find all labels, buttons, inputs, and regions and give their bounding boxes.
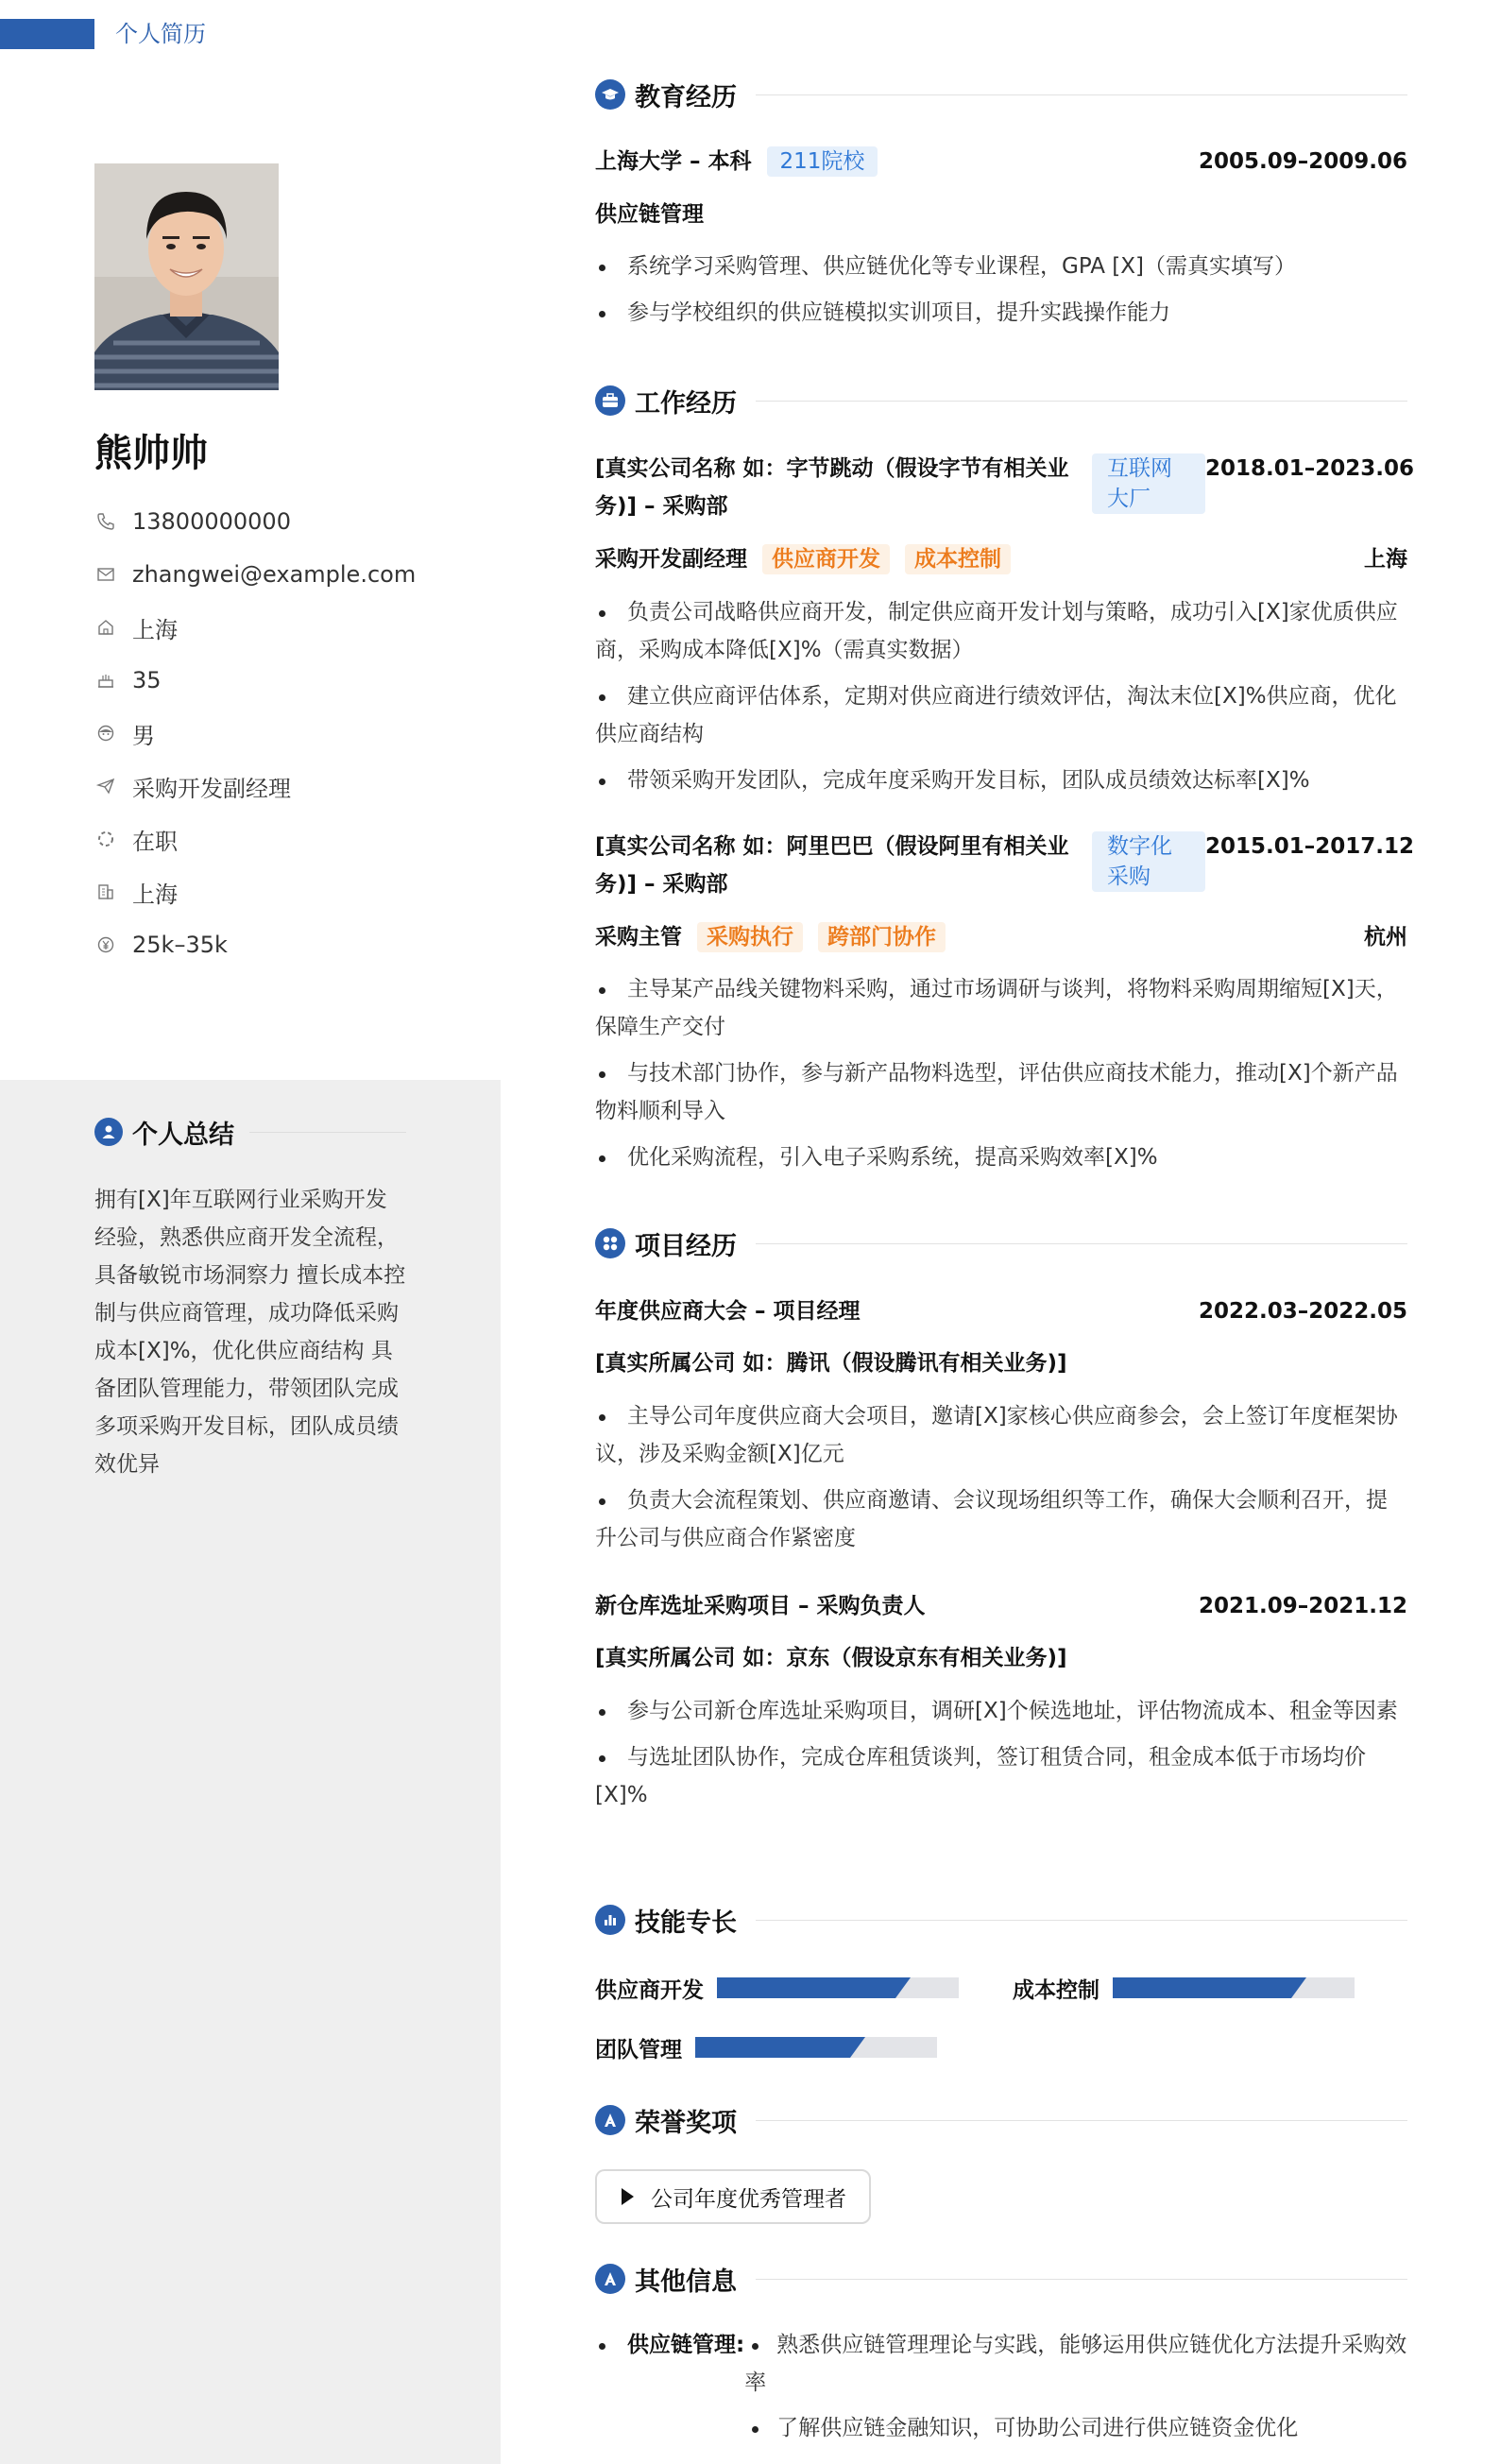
- list-item: 主导某产品线关键物料采购，通过市场调研与谈判，将物料采购周期缩短[X]天，保障生产交付: [595, 970, 1407, 1046]
- awards-section-header: [595, 2101, 1407, 2139]
- education-date: 2005.09–2009.06: [1198, 149, 1407, 174]
- education-bullets: [595, 248, 1407, 332]
- section-title: 教育经历: [635, 82, 737, 112]
- section-title: 荣誉奖项: [635, 2108, 737, 2138]
- school-name: 上海大学 – 本科: [595, 149, 752, 174]
- job-position: 采购主管: [595, 925, 682, 950]
- section-title: 项目经历: [635, 1231, 737, 1261]
- home-icon: [94, 616, 117, 639]
- section-title: 个人总结: [132, 1120, 234, 1150]
- job-bullets: [595, 593, 1407, 799]
- education-section-header: [595, 76, 1407, 113]
- gender-icon: [94, 722, 117, 744]
- sidebar: [0, 0, 501, 2464]
- project-company-row: [595, 1344, 1407, 1382]
- info-home: [94, 601, 416, 654]
- divider: [756, 1920, 1407, 1921]
- mail-icon: [94, 563, 117, 586]
- work-section-header: [595, 382, 1407, 419]
- play-icon: [622, 2188, 634, 2205]
- skill-item: [595, 1969, 959, 2007]
- other-info-list: [595, 2326, 1407, 2447]
- info-text: 采购开发副经理: [132, 775, 291, 802]
- project-company: [真实所属公司 如：京东（假设京东有相关业务)]: [595, 1646, 1067, 1670]
- job-bullets: [595, 970, 1407, 1176]
- list-item: 带领采购开发团队，完成年度采购开发目标，团队成员绩效达标率[X]%: [595, 761, 1407, 799]
- education-row: [595, 143, 1407, 180]
- job-company-tag: 数字化采购: [1092, 831, 1205, 892]
- other-section-header: [595, 2260, 1407, 2298]
- brand-bar: [0, 19, 94, 49]
- skill-bar-fill: [695, 2037, 850, 2058]
- summary-text: 拥有[X]年互联网行业采购开发经验，熟悉供应商开发全流程，具备敏锐市场洞察力 擅长成本控制与供应商管理，成功降低采购成本[X]%，优化供应商结构 具备团队管理能力，带领团队完成多项采购开发目标，团队成员绩效优异: [94, 1188, 406, 1477]
- list-item: 主导公司年度供应商大会项目，邀请[X]家核心供应商参会，会上签订年度框架协议，涉及采购金额[X]亿元: [595, 1397, 1407, 1473]
- info-text: 上海: [132, 616, 178, 643]
- award-item: [595, 2169, 871, 2224]
- skill-name: 团队管理: [595, 2037, 682, 2062]
- divider: [756, 401, 1407, 402]
- bar-chart-icon: [595, 1905, 625, 1935]
- status-icon: [94, 828, 117, 850]
- divider: [756, 2120, 1407, 2121]
- divider: [756, 94, 1407, 95]
- job-company: [真实公司名称 如：阿里巴巴（假设阿里有相关业务)] – 采购部: [595, 834, 1069, 897]
- list-item: 熟悉供应链管理理论与实践，能够运用供应链优化方法提升采购效率: [744, 2326, 1407, 2402]
- list-item: 了解供应链金融知识，可协助公司进行供应链资金优化: [744, 2409, 1407, 2447]
- contact-info-list: [94, 495, 416, 971]
- award-text: 公司年度优秀管理者: [651, 2186, 846, 2212]
- skill-tag: 供应商开发: [762, 544, 890, 574]
- info-email: [94, 548, 416, 601]
- divider: [756, 2279, 1407, 2280]
- job-company: [真实公司名称 如：字节跳动（假设字节有相关业务)] – 采购部: [595, 456, 1069, 519]
- info-text: zhangwei@example.com: [132, 561, 417, 588]
- skill-bar-track: [1113, 1977, 1355, 1998]
- award-icon: [595, 2105, 625, 2135]
- info-position: [94, 760, 416, 813]
- graduation-cap-icon: [595, 79, 625, 110]
- skill-bar-fill: [1113, 1977, 1291, 1998]
- skill-bar-track: [695, 2037, 937, 2058]
- info-status: [94, 813, 416, 865]
- cake-icon: [94, 669, 117, 692]
- info-icon: [595, 2264, 625, 2294]
- skill-tag: 成本控制: [905, 544, 1011, 574]
- skill-name: 供应商开发: [595, 1977, 704, 2003]
- major: 供应链管理: [595, 202, 704, 227]
- project-company-row: [595, 1639, 1407, 1677]
- person-name: 熊帅帅: [94, 432, 208, 475]
- skill-name: 成本控制: [1013, 1977, 1099, 2003]
- avatar: [94, 163, 279, 390]
- other-sub-list: [744, 2326, 1407, 2447]
- summary-section-header: [94, 1113, 406, 1151]
- list-item: 与技术部门协作，参与新产品物料选型，评估供应商技术能力，推动[X]个新产品物料顺利导入: [595, 1054, 1407, 1130]
- info-age: [94, 654, 416, 707]
- project-date: 2021.09–2021.12: [1198, 1594, 1407, 1618]
- resume-header-label: 个人简历: [115, 21, 206, 47]
- school-tag: 211院校: [767, 146, 878, 177]
- building-icon: [94, 881, 117, 903]
- info-city: [94, 865, 416, 918]
- send-icon: [94, 775, 117, 797]
- grid-icon: [595, 1228, 625, 1258]
- salary-icon: [94, 933, 117, 956]
- info-text: 25k–35k: [132, 932, 228, 958]
- info-gender: [94, 707, 416, 760]
- divider: [756, 1243, 1407, 1244]
- skill-tag: 跨部门协作: [818, 922, 946, 952]
- info-text: 上海: [132, 881, 178, 908]
- project-header-row: [595, 1587, 1407, 1625]
- user-icon: [94, 1118, 123, 1146]
- education-major-row: [595, 196, 1407, 233]
- job-city: 杭州: [1364, 925, 1407, 950]
- briefcase-icon: [595, 385, 625, 416]
- other-label: 供应链管理:: [627, 2333, 745, 2357]
- info-phone: [94, 495, 416, 548]
- projects-section-header: [595, 1224, 1407, 1262]
- list-item: 参与公司新仓库选址采购项目，调研[X]个候选地址，评估物流成本、租金等因素: [595, 1692, 1407, 1730]
- list-item: 负责大会流程策划、供应商邀请、会议现场组织等工作，确保大会顺利召开，提升公司与供应商合作紧密度: [595, 1481, 1407, 1557]
- info-text: 男: [132, 722, 155, 749]
- job-header-row: [595, 450, 1415, 525]
- project-date: 2022.03–2022.05: [1198, 1299, 1407, 1324]
- skills-section-header: [595, 1901, 1407, 1939]
- project-company: [真实所属公司 如：腾讯（假设腾讯有相关业务)]: [595, 1351, 1067, 1376]
- list-item: 建立供应商评估体系，定期对供应商进行绩效评估，淘汰末位[X]%供应商，优化供应商结构: [595, 677, 1407, 753]
- skill-bar-track: [717, 1977, 959, 1998]
- list-item: 优化采购流程，引入电子采购系统，提高采购效率[X]%: [595, 1138, 1407, 1176]
- job-position-row: [595, 918, 1407, 956]
- job-date: 2015.01–2017.12: [1205, 834, 1415, 859]
- job-date: 2018.01–2023.06: [1205, 456, 1415, 481]
- project-bullets: [595, 1692, 1407, 1814]
- section-title: 工作经历: [635, 388, 737, 419]
- skill-item: [1013, 1969, 1355, 2007]
- skill-tag: 采购执行: [697, 922, 803, 952]
- section-title: 其他信息: [635, 2267, 737, 2297]
- list-item: 参与学校组织的供应链模拟实训项目，提升实践操作能力: [595, 294, 1407, 332]
- divider: [249, 1132, 406, 1133]
- skill-bar-fill: [717, 1977, 895, 1998]
- list-item: 与选址团队协作，完成仓库租赁谈判，签订租赁合同，租金成本低于市场均价[X]%: [595, 1738, 1407, 1814]
- info-text: 35: [132, 667, 162, 693]
- info-salary: [94, 918, 416, 971]
- project-name: 新仓库选址采购项目 – 采购负责人: [595, 1594, 926, 1618]
- job-position: 采购开发副经理: [595, 547, 747, 572]
- job-city: 上海: [1364, 547, 1407, 572]
- section-title: 技能专长: [635, 1908, 737, 1938]
- job-position-row: [595, 540, 1407, 578]
- info-text: 13800000000: [132, 508, 291, 535]
- job-header-row: [595, 828, 1415, 903]
- list-item: 系统学习采购管理、供应链优化等专业课程，GPA [X]（需真实填写）: [595, 248, 1407, 285]
- phone-icon: [94, 510, 117, 533]
- list-item: [595, 2326, 1407, 2447]
- project-bullets: [595, 1397, 1407, 1557]
- project-name: 年度供应商大会 – 项目经理: [595, 1299, 861, 1324]
- skill-item: [595, 2028, 937, 2066]
- info-text: 在职: [132, 828, 178, 855]
- job-company-tag: 互联网大厂: [1092, 453, 1205, 514]
- project-header-row: [595, 1292, 1407, 1330]
- list-item: 负责公司战略供应商开发，制定供应商开发计划与策略，成功引入[X]家优质供应商，采购成本降低[X]%（需真实数据）: [595, 593, 1407, 669]
